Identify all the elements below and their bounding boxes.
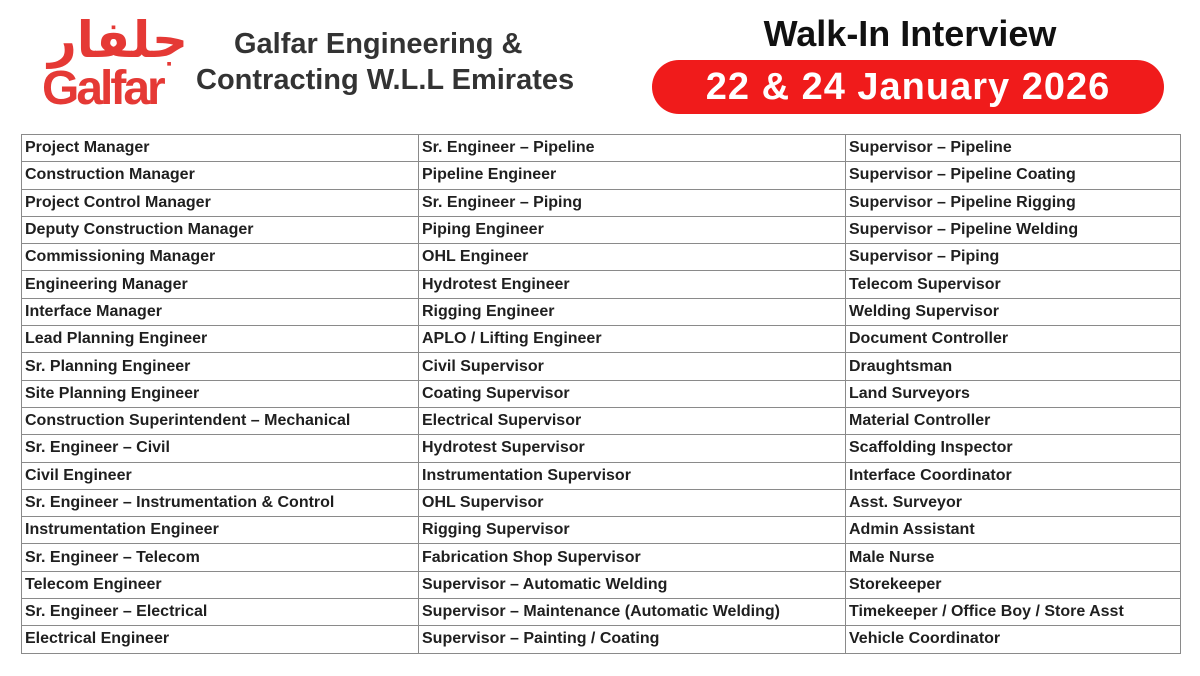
position-cell: Electrical Supervisor [419,407,846,434]
position-cell: Male Nurse [846,544,1181,571]
position-cell: Land Surveyors [846,380,1181,407]
position-cell: Rigging Supervisor [419,517,846,544]
position-cell: Admin Assistant [846,517,1181,544]
position-cell: Sr. Engineer – Pipeline [419,135,846,162]
position-cell: Commissioning Manager [22,244,419,271]
position-cell: Welding Supervisor [846,298,1181,325]
table-row [22,189,1181,216]
position-cell: Sr. Engineer – Telecom [22,544,419,571]
position-cell: Draughtsman [846,353,1181,380]
position-cell: Lead Planning Engineer [22,326,419,353]
position-cell: Engineering Manager [22,271,419,298]
position-cell: Construction Superintendent – Mechanical [22,407,419,434]
position-cell: Piping Engineer [419,216,846,243]
table-row [22,244,1181,271]
position-cell: Hydrotest Supervisor [419,435,846,462]
position-cell: Telecom Engineer [22,571,419,598]
table-row [22,544,1181,571]
position-cell: Supervisor – Maintenance (Automatic Welding) [419,599,846,626]
table-row [22,571,1181,598]
table-row [22,135,1181,162]
position-cell: Coating Supervisor [419,380,846,407]
position-cell: Civil Supervisor [419,353,846,380]
position-cell: Electrical Engineer [22,626,419,653]
positions-table [21,134,1181,654]
position-cell: Project Manager [22,135,419,162]
position-cell: Scaffolding Inspector [846,435,1181,462]
table-row [22,407,1181,434]
logo-arabic-text: جلفار [48,11,188,69]
company-name-line2: Contracting W.L.L Emirates [196,64,575,96]
table-row [22,435,1181,462]
table-row [22,489,1181,516]
position-cell: Supervisor – Automatic Welding [419,571,846,598]
table-row [22,626,1181,653]
position-cell: OHL Supervisor [419,489,846,516]
positions-table-body [22,135,1181,654]
table-row [22,517,1181,544]
interview-dates-badge: 22 & 24 January 2026 [652,60,1164,114]
position-cell: OHL Engineer [419,244,846,271]
table-row [22,271,1181,298]
table-row [22,326,1181,353]
table-row [22,298,1181,325]
position-cell: Supervisor – Pipeline Welding [846,216,1181,243]
table-row [22,162,1181,189]
position-cell: Instrumentation Supervisor [419,462,846,489]
position-cell: Project Control Manager [22,189,419,216]
logo-latin-text: Galfar [42,62,163,115]
table-row [22,380,1181,407]
position-cell: Supervisor – Pipeline Coating [846,162,1181,189]
position-cell: Asst. Surveyor [846,489,1181,516]
header [0,0,1200,130]
position-cell: Hydrotest Engineer [419,271,846,298]
position-cell: Sr. Engineer – Civil [22,435,419,462]
position-cell: Document Controller [846,326,1181,353]
company-name [196,26,616,98]
position-cell: Sr. Engineer – Electrical [22,599,419,626]
position-cell: Deputy Construction Manager [22,216,419,243]
position-cell: Rigging Engineer [419,298,846,325]
position-cell: Supervisor – Piping [846,244,1181,271]
table-row [22,353,1181,380]
position-cell: Pipeline Engineer [419,162,846,189]
table-row [22,462,1181,489]
table-row [22,599,1181,626]
position-cell: Material Controller [846,407,1181,434]
position-cell: Timekeeper / Office Boy / Store Asst [846,599,1181,626]
company-name-line1: Galfar Engineering & [234,28,523,60]
position-cell: Sr. Engineer – Instrumentation & Control [22,489,419,516]
position-cell: Fabrication Shop Supervisor [419,544,846,571]
position-cell: Civil Engineer [22,462,419,489]
position-cell: Telecom Supervisor [846,271,1181,298]
position-cell: Vehicle Coordinator [846,626,1181,653]
position-cell: Instrumentation Engineer [22,517,419,544]
position-cell: Storekeeper [846,571,1181,598]
position-cell: Interface Coordinator [846,462,1181,489]
position-cell: Supervisor – Pipeline Rigging [846,189,1181,216]
position-cell: Sr. Planning Engineer [22,353,419,380]
galfar-logo [40,6,195,116]
position-cell: Supervisor – Painting / Coating [419,626,846,653]
position-cell: Supervisor – Pipeline [846,135,1181,162]
position-cell: Interface Manager [22,298,419,325]
position-cell: Sr. Engineer – Piping [419,189,846,216]
position-cell: Construction Manager [22,162,419,189]
page-title: Walk-In Interview [763,13,1057,54]
table-row [22,216,1181,243]
position-cell: Site Planning Engineer [22,380,419,407]
position-cell: APLO / Lifting Engineer [419,326,846,353]
